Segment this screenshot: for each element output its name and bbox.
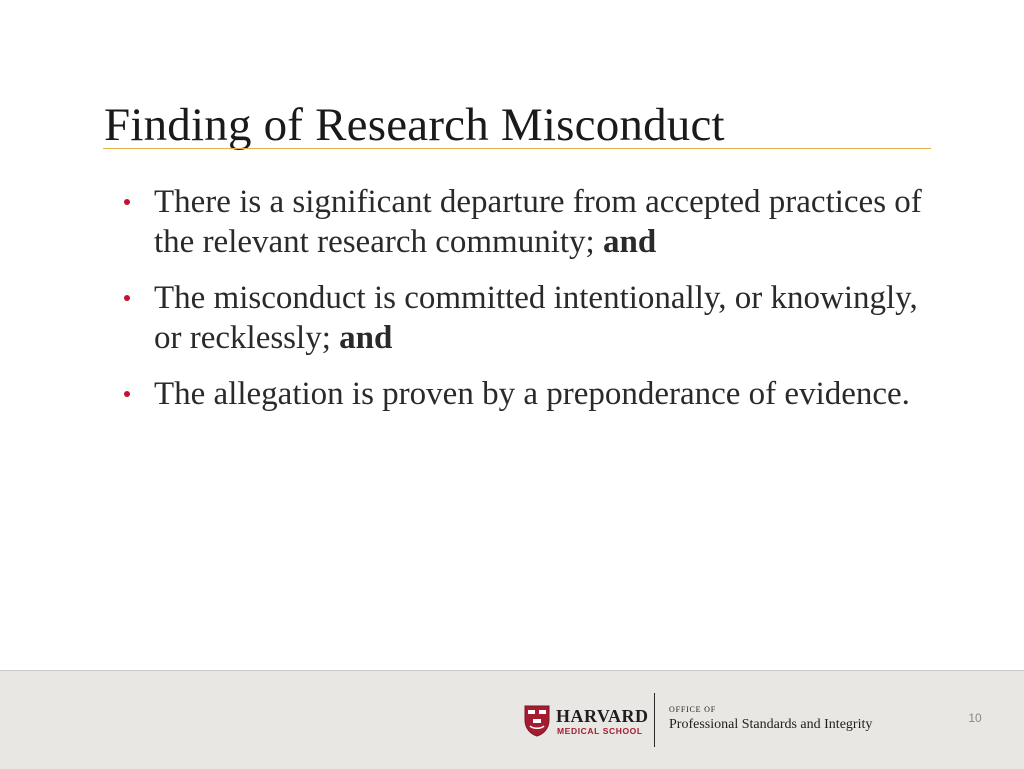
title-underline	[103, 148, 931, 149]
logo-subtitle: MEDICAL SCHOOL	[557, 726, 643, 736]
bullet-list	[124, 182, 934, 430]
bullet-emphasis: and	[339, 320, 393, 356]
logo-wordmark: HARVARD	[556, 706, 649, 726]
bullet-item	[124, 182, 934, 262]
office-name: Professional Standards and Integrity	[669, 717, 873, 732]
bullet-text: The allegation is proven by a preponderance of evidence.	[154, 376, 910, 412]
bullet-dot-icon	[124, 199, 130, 205]
bullet-text: The misconduct is committed intentionally, or knowingly, or recklessly;	[154, 280, 918, 356]
footer-bar	[0, 670, 1024, 769]
footer-divider	[654, 693, 655, 747]
page-number: 10	[968, 711, 982, 725]
harvard-medical-school-logo	[524, 705, 649, 739]
bullet-emphasis: and	[602, 224, 657, 260]
harvard-shield-icon	[524, 705, 550, 737]
bullet-dot-icon	[124, 295, 130, 301]
bullet-item	[124, 278, 934, 358]
bullet-dot-icon	[124, 391, 130, 397]
bullet-text: There is a significant departure from accepted practices of the relevant research community;	[154, 184, 922, 260]
slide-title: Finding of Research Misconduct	[104, 99, 725, 151]
office-of-label: OFFICE OF	[669, 705, 716, 714]
bullet-item	[124, 374, 934, 414]
